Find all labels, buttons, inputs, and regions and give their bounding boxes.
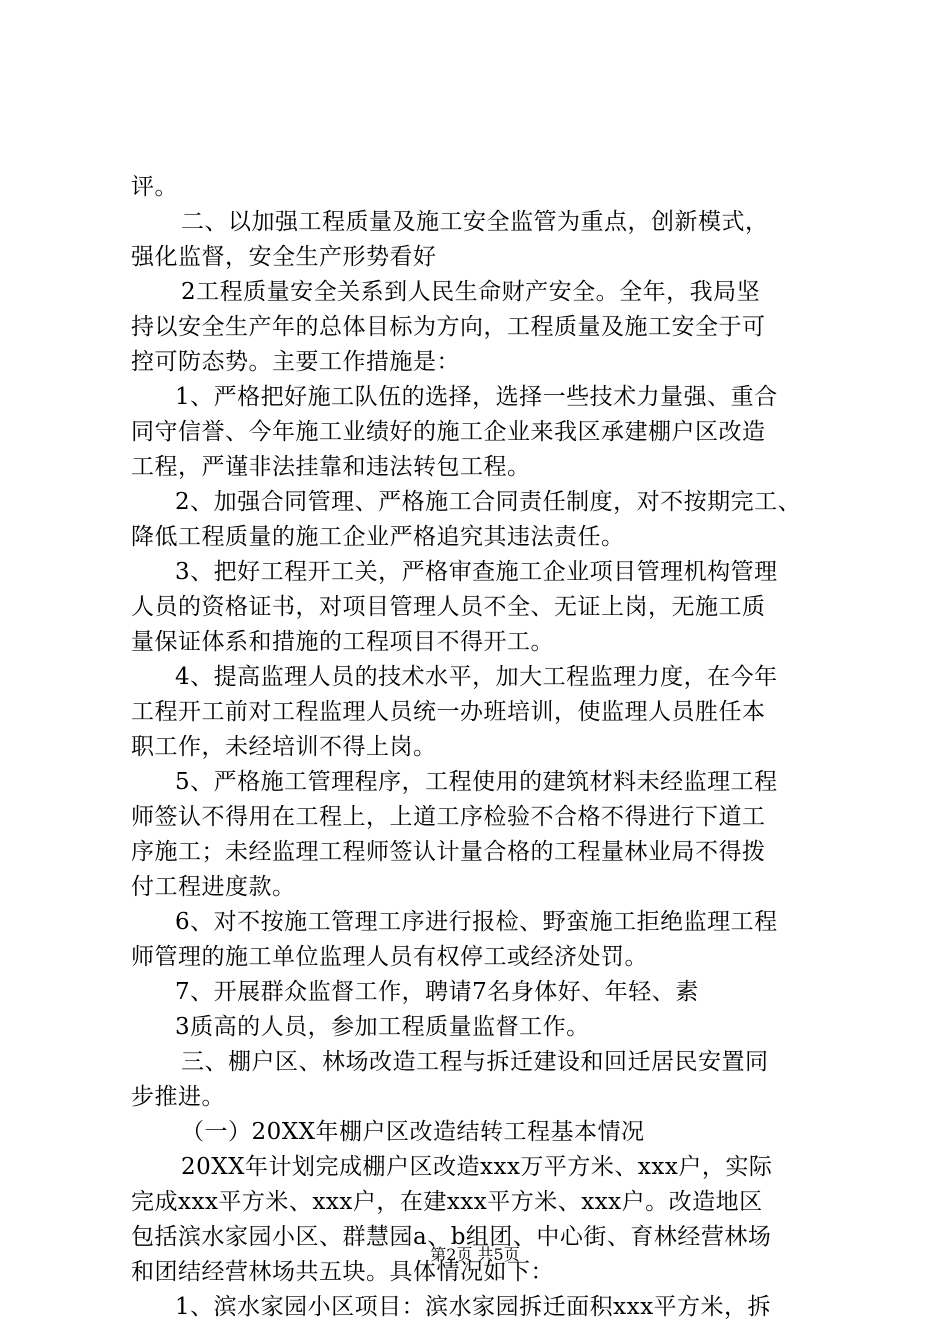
text-line: 控可防态势。主要工作措施是： (131, 349, 460, 375)
text-line: 师签认不得用在工程上，上道工序检验不合格不得进行下道工 (131, 804, 766, 830)
text-line: 持以安全生产年的总体目标为方向，工程质量及施工安全于可 (131, 314, 766, 340)
text-line: 同守信誉、今年施工业绩好的施工企业来我区承建棚户区改造 (131, 419, 766, 445)
text-line: 2工程质量安全关系到人民生命财产安全。全年，我局坚 (181, 279, 761, 305)
list-item: 1、严格把好施工队伍的选择，选择一些技术力量强、重合 (175, 384, 778, 410)
text-line: 20XX年计划完成棚户区改造xxx万平方米、xxx户，实际 (181, 1154, 773, 1180)
text-line: 工程开工前对工程监理人员统一办班培训，使监理人员胜任本 (131, 699, 766, 725)
text-line: 评。 (131, 174, 178, 200)
text-line: 量保证体系和措施的工程项目不得开工。 (131, 629, 554, 655)
text-line: 职工作，未经培训不得上岗。 (131, 734, 437, 760)
section-heading-cont: 强化监督，安全生产形势看好 (131, 244, 437, 270)
list-item: 4、提高监理人员的技术水平，加大工程监理力度，在今年 (175, 664, 778, 690)
text-line: 师管理的施工单位监理人员有权停工或经济处罚。 (131, 944, 648, 970)
text-line: 付工程进度款。 (131, 874, 296, 900)
list-item: 1、滨水家园小区项目：滨水家园拆迁面积xxx平方米，拆 (175, 1294, 772, 1320)
section-heading: 二、以加强工程质量及施工安全监管为重点，创新模式， (181, 209, 769, 235)
document-body (131, 170, 831, 1325)
text-line: 工程，严谨非法挂靠和违法转包工程。 (131, 454, 531, 480)
subsection-heading: （一）20XX年棚户区改造结转工程基本情况 (181, 1119, 645, 1145)
text-line: 完成xxx平方米、xxx户，在建xxx平方米、xxx户。改造地区 (131, 1189, 763, 1215)
list-item: 7、开展群众监督工作，聘请7名身体好、年轻、素 (175, 979, 699, 1005)
text-line: 人员的资格证书，对项目管理人员不全、无证上岗，无施工质 (131, 594, 766, 620)
section-heading-cont: 步推进。 (131, 1084, 225, 1110)
list-item: 2、加强合同管理、严格施工合同责任制度，对不按期完工、 (175, 489, 802, 515)
text-line: 和团结经营林场共五块。具体情况如下： (131, 1259, 554, 1285)
text-line: 序施工；未经监理工程师签认计量合格的工程量林业局不得拨 (131, 839, 766, 865)
page-footer: 第2页 共5页 (430, 1245, 520, 1264)
text-line: 降低工程质量的施工企业严格追究其违法责任。 (131, 524, 625, 550)
text-line: 3质高的人员，参加工程质量监督工作。 (175, 1014, 590, 1040)
list-item: 6、对不按施工管理工序进行报检、野蛮施工拒绝监理工程 (175, 909, 778, 935)
list-item: 3、把好工程开工关，严格审查施工企业项目管理机构管理 (175, 559, 778, 585)
section-heading: 三、棚户区、林场改造工程与拆迁建设和回迁居民安置同 (181, 1049, 769, 1075)
list-item: 5、严格施工管理程序，工程使用的建筑材料未经监理工程 (175, 769, 778, 795)
text-line: 包括滨水家园小区、群慧园a、b组团、中心街、育林经营林场 (131, 1224, 772, 1250)
